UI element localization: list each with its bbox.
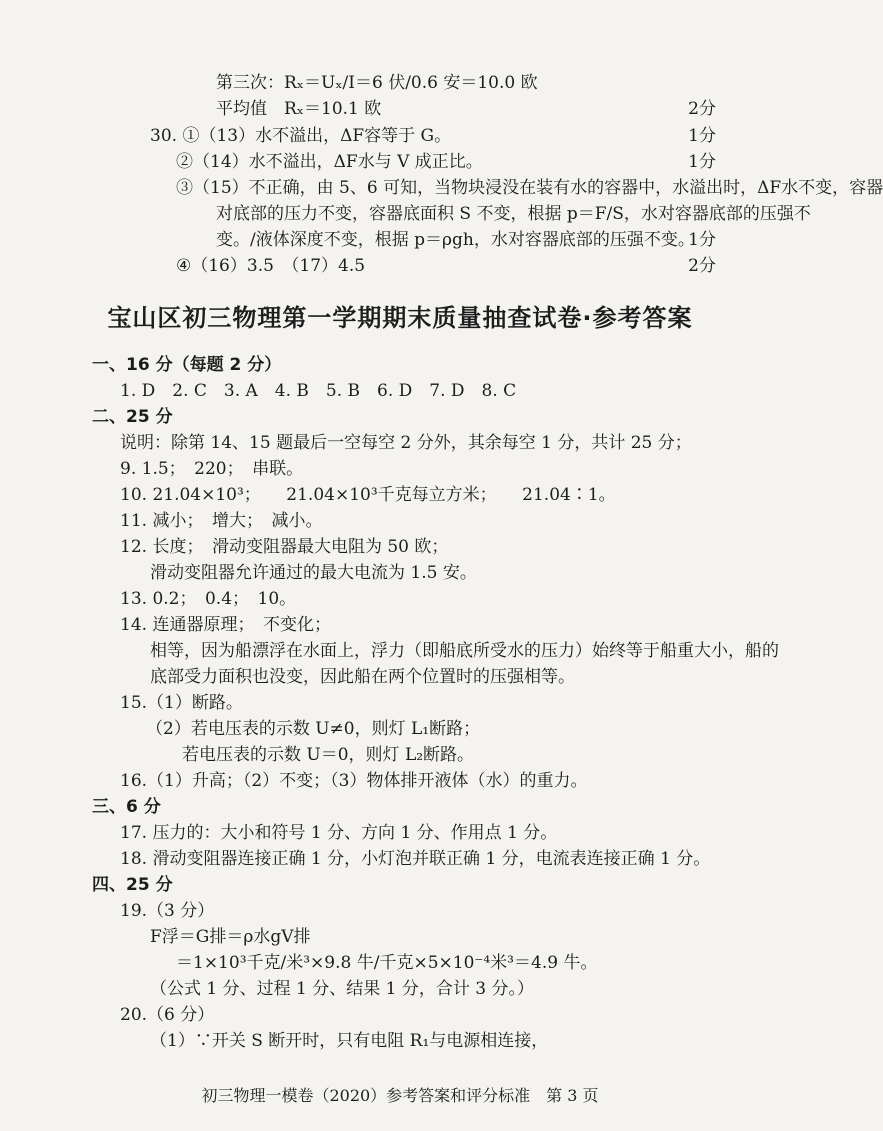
answer-q11: 11. 减小； 增大； 减小。 xyxy=(120,511,323,531)
answer-q14-line3: 底部受力面积也没变，因此船在两个位置时的压强相等。 xyxy=(150,667,575,687)
average-value-points: 2分 xyxy=(688,99,716,119)
q30-part3-line3: 变。/液体深度不变，根据 p＝ρgh，水对容器底部的压强不变。 xyxy=(216,230,695,250)
answer-q20: 20.（6 分） xyxy=(120,1005,215,1025)
answer-q12-line2: 滑动变阻器允许通过的最大电流为 1.5 安。 xyxy=(150,563,477,583)
answer-q15-line1: 15.（1）断路。 xyxy=(120,693,243,713)
section1-answers: 1. D 2. C 3. A 4. B 5. B 6. D 7. D 8. C xyxy=(120,381,517,401)
section2-header: 二、25 分 xyxy=(92,407,173,427)
q30-part1-points: 1分 xyxy=(688,126,716,146)
q30-part3-line2: 对底部的压力不变，容器底面积 S 不变，根据 p＝F/S，水对容器底部的压强不 xyxy=(216,204,811,224)
q30-part2-points: 1分 xyxy=(688,152,716,172)
answer-q14-line1: 14. 连通器原理； 不变化； xyxy=(120,615,331,635)
answer-q19-scoring: （公式 1 分、过程 1 分、结果 1 分，合计 3 分。） xyxy=(150,979,534,999)
q30-part1: 30. ①（13）水不溢出，ΔF容等于 G。 xyxy=(150,126,452,146)
section4-header: 四、25 分 xyxy=(92,875,173,895)
answer-q16: 16.（1）升高；（2）不变；（3）物体排开液体（水）的重力。 xyxy=(120,771,588,791)
q30-part4: ④（16）3.5 （17）4.5 xyxy=(176,256,366,276)
answer-q12-line1: 12. 长度； 滑动变阻器最大电阻为 50 欧； xyxy=(120,537,449,557)
answer-q14-line2: 相等，因为船漂浮在水面上，浮力（即船底所受水的压力）始终等于船重大小，船的 xyxy=(150,641,779,661)
answer-q10: 10. 21.04×10³； 21.04×10³千克每立方米； 21.04∶1。 xyxy=(120,485,616,505)
q30-part3-line1: ③（15）不正确，由 5、6 可知，当物块浸没在装有水的容器中，水溢出时，ΔF水不变，容器 xyxy=(176,178,883,198)
answer-q13: 13. 0.2； 0.4； 10。 xyxy=(120,589,297,609)
answer-q15-line3: 若电压表的示数 U＝0，则灯 L₂断路。 xyxy=(182,745,475,765)
q30-part3-points: 1分 xyxy=(688,230,716,250)
page-footer: 初三物理一模卷（2020）参考答案和评分标准 第 3 页 xyxy=(201,1086,599,1105)
answer-q18: 18. 滑动变阻器连接正确 1 分，小灯泡并联正确 1 分，电流表连接正确 1 分。 xyxy=(120,849,711,869)
answer-q20-part1: （1）∵开关 S 断开时，只有电阻 R₁与电源相连接， xyxy=(150,1031,549,1051)
third-measurement-line: 第三次：Rₓ＝Uₓ/I＝6 伏/0.6 安＝10.0 欧 xyxy=(216,73,538,93)
answer-q15-line2: （2）若电压表的示数 U≠0，则灯 L₁断路； xyxy=(146,719,481,739)
q30-part4-points: 2分 xyxy=(688,256,716,276)
section2-note: 说明：除第 14、15 题最后一空每空 2 分外，其余每空 1 分，共计 25 分； xyxy=(120,433,692,453)
answer-q19: 19.（3 分） xyxy=(120,901,215,921)
answer-q9: 9. 1.5； 220； 串联。 xyxy=(120,459,304,479)
average-value-line: 平均值 Rₓ＝10.1 欧 xyxy=(216,99,382,119)
answer-q19-formula: F浮＝G排＝ρ水gV排 xyxy=(150,927,311,947)
section1-header: 一、16 分（每题 2 分） xyxy=(92,355,282,375)
answer-q17: 17. 压力的：大小和符号 1 分、方向 1 分、作用点 1 分。 xyxy=(120,823,558,843)
page-title: 宝山区初三物理第一学期期末质量抽查试卷·参考答案 xyxy=(107,304,693,332)
answer-q19-calculation: ＝1×10³千克/米³×9.8 牛/千克×5×10⁻⁴米³＝4.9 牛。 xyxy=(176,953,598,973)
section3-header: 三、6 分 xyxy=(92,797,161,817)
q30-part2: ②（14）水不溢出，ΔF水与 V 成正比。 xyxy=(176,152,483,172)
